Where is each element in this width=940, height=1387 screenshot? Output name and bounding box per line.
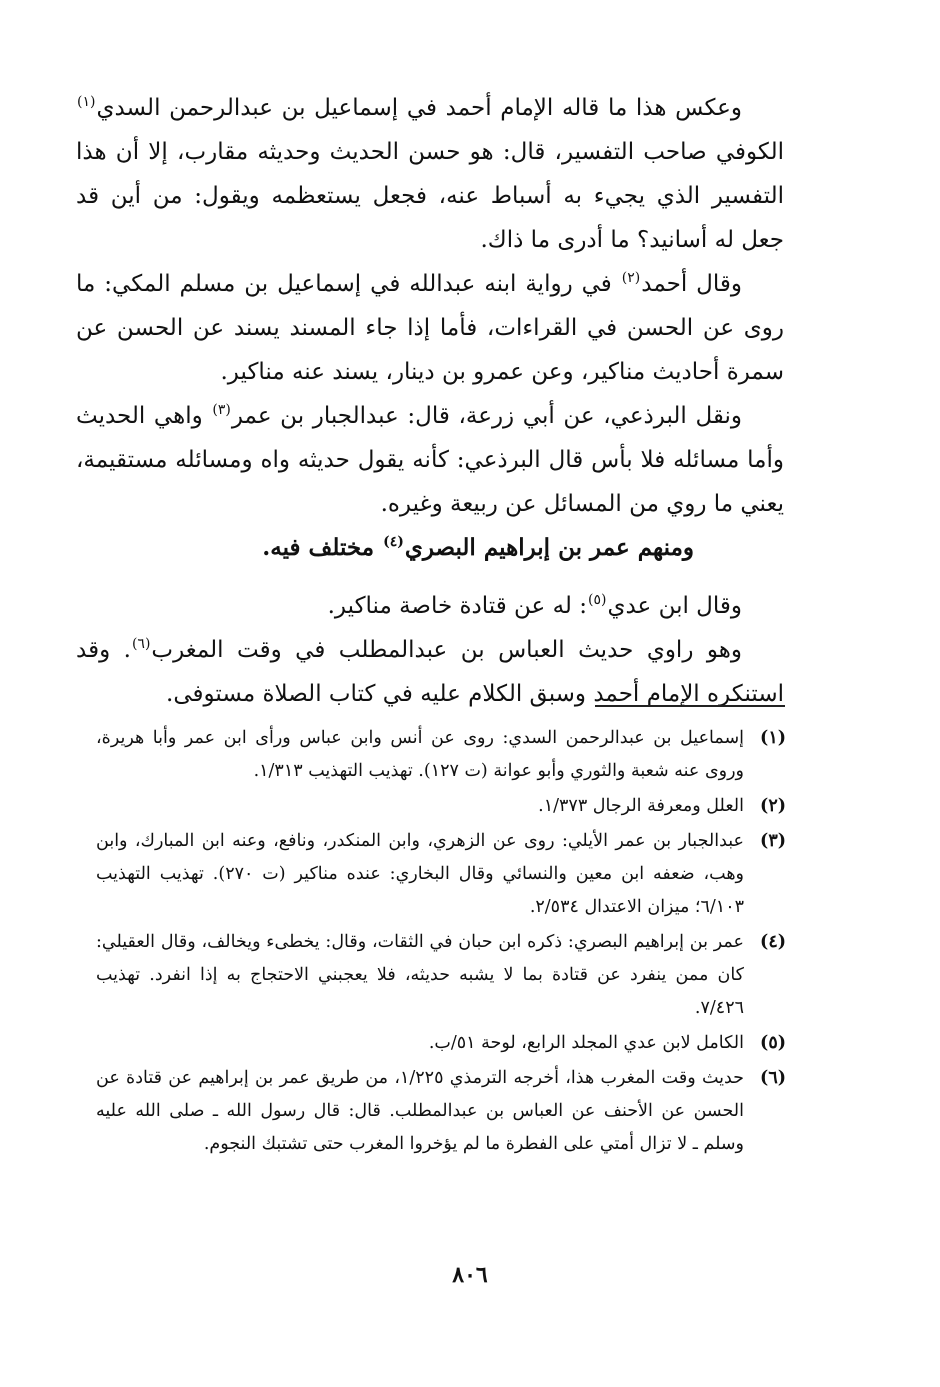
paragraph-3: [76, 394, 784, 526]
footnote-text: إسماعيل بن عبدالرحمن السدي: روى عن أنس وابن عباس ورأى ابن عمر وأبا هريرة، وروى عنه شعبة والثوري وأبو عوانة (ت ١٢٧). تهذيب التهذيب ١/٣١٣.: [96, 728, 744, 781]
footnote-5: [96, 1027, 786, 1060]
paragraph-2: [76, 262, 784, 394]
paragraph-2-text-b: في رواية ابنه عبدالله في إسماعيل بن مسلم المكي: ما روى عن الحسن في القراءات، فأما إذا جاء المسند يسند عن الحسن عن سمرة أحاديث مناكير، وعن عمرو بن دينار، يسند عنه مناكير.: [76, 271, 784, 385]
main-text: [76, 86, 784, 716]
footnote-ref-4: (٤): [383, 534, 404, 551]
footnote-ref-2: (٢): [621, 270, 641, 287]
footnote-3: [96, 825, 786, 924]
footnote-text: العلل ومعرفة الرجال ١/٣٧٣.: [538, 796, 744, 816]
footnote-number: (٣): [760, 831, 786, 851]
footnotes: [96, 722, 786, 1163]
paragraph-3-text-b: واهي الحديث وأما مسائله فلا بأس قال البرذعي: كأنه يقول حديثه واه ومسائله مستقيمة، يعني ما روي من المسائل عن ربيعة وغيره.: [76, 403, 784, 517]
footnote-ref-6: (٦): [131, 636, 151, 653]
footnote-ref-3: (٣): [212, 402, 231, 419]
footnote-number: (٤): [760, 932, 786, 952]
paragraph-6-text-b: . وقد استنكره الإمام أحمد وسبق الكلام عليه في كتاب الصلاة مستوفى.: [76, 637, 784, 707]
paragraph-2-text-a: وقال أحمد: [641, 271, 743, 297]
paragraph-6: [76, 628, 784, 716]
footnote-ref-1: (١): [77, 94, 96, 111]
footnote-number: (٢): [760, 796, 786, 816]
footnote-number: (٥): [760, 1033, 786, 1053]
paragraph-1: [76, 86, 784, 262]
page-number: ٨٠٦: [452, 1262, 488, 1288]
paragraph-4: [76, 526, 784, 570]
footnote-text: عمر بن إبراهيم البصري: ذكره ابن حبان في الثقات، وقال: يخطىء ويخالف، وقال العقيلي: كان ممن ينفرد عن قتادة بما لا يشبه حديثه، فلا يعجبني الاحتجاج به إذا انفرد. تهذيب ٧/٤٢٦.: [96, 932, 744, 1018]
footnote-text: عبدالجبار بن عمر الأيلي: روى عن الزهري، وابن المنكدر، ونافع، وعنه ابن المبارك، وابن وهب، ضعفه ابن معين والنسائي وقال البخاري: عنده مناكير (ت ٢٧٠). تهذيب التهذيب ٦/١٠٣؛ ميزان الاعتدال ٢/٥٣٤.: [96, 831, 744, 917]
footnote-separator: [595, 705, 785, 707]
paragraph-4-text-a: ومنهم عمر بن إبراهيم البصري: [404, 534, 694, 561]
paragraph-5-text-b: : له عن قتادة خاصة مناكير.: [327, 593, 587, 619]
footnote-ref-5: (٥): [587, 592, 607, 609]
footnote-4: [96, 926, 786, 1025]
footnote-1: [96, 722, 786, 788]
paragraph-5-text-a: وقال ابن عدي: [607, 593, 742, 619]
footnote-6: [96, 1062, 786, 1161]
paragraph-4-text-b: مختلف فيه.: [262, 534, 375, 561]
footnote-text: حديث وقت المغرب هذا، أخرجه الترمذي ١/٢٢٥، من طريق عمر بن إبراهيم عن قتادة عن الحسن عن الأحنف عن العباس بن عبدالمطلب. قال: قال رسول الله ـ صلى الله عليه وسلم ـ لا تزال أمتي على الفطرة ما لم يؤخروا المغرب حتى تشتبك النجوم.: [96, 1068, 744, 1154]
footnote-number: (٦): [760, 1068, 786, 1088]
paragraph-6-text-a: وهو راوي حديث العباس بن عبدالمطلب في وقت المغرب: [151, 637, 743, 663]
paragraph-1-text-a: وعكس هذا ما قاله الإمام أحمد في إسماعيل بن عبدالرحمن السدي: [96, 95, 742, 121]
paragraph-5: [76, 584, 784, 628]
footnote-number: (١): [760, 728, 786, 748]
paragraph-1-text-b: الكوفي صاحب التفسير، قال: هو حسن الحديث وحديثه مقارب، إلا أن هذا التفسير الذي يجيء به أسباط عنه، فجعل يستعظمه ويقول: من أين قد جعل له أسانيد؟ ما أدرى ما ذاك.: [76, 139, 784, 253]
footnote-text: الكامل لابن عدي المجلد الرابع، لوحة ٥١/ب.: [428, 1033, 744, 1053]
paragraph-3-text-a: ونقل البرذعي، عن أبي زرعة، قال: عبدالجبار بن عمر: [231, 403, 742, 429]
footnote-2: [96, 790, 786, 823]
